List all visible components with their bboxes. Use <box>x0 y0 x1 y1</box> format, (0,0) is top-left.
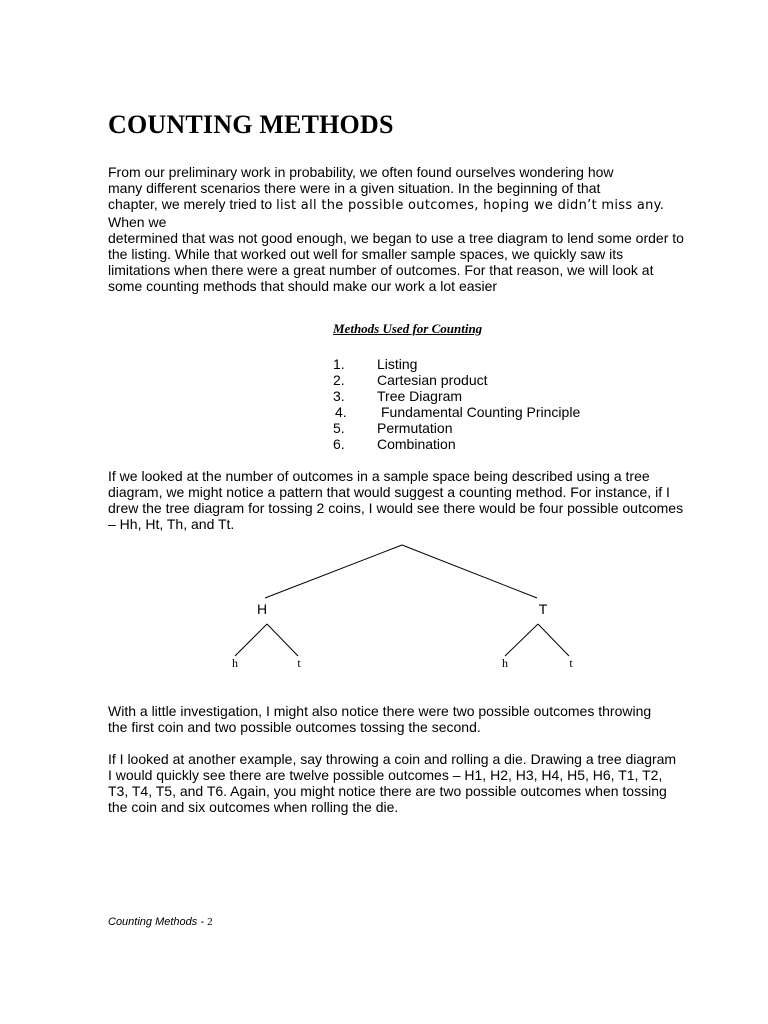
intro-line-7: limitations when there were a great number of outcomes. For that reason, we will look at <box>108 262 654 278</box>
tree-branch-t-h <box>505 624 538 656</box>
intro-line-5: determined that was not good enough, we began to use a tree diagram to lend some order to <box>108 230 684 246</box>
coin-die-paragraph <box>108 751 698 815</box>
list-item-label: Listing <box>377 356 418 372</box>
para2-line-2: diagram, we might notice a pattern that would suggest a counting method. For instance, if I <box>108 484 670 500</box>
tree-branch-root-h <box>265 545 402 598</box>
list-item-label: Cartesian product <box>377 372 488 388</box>
para2-line-3: drew the tree diagram for tossing 2 coins, I would see there would be four possible outcomes <box>108 500 684 516</box>
list-item-label: Fundamental Counting Principle <box>381 404 581 420</box>
tree-node-h: H <box>256 601 268 617</box>
page-title: COUNTING METHODS <box>108 110 394 139</box>
tree-leaf: t <box>569 656 573 670</box>
footer-label: Counting Methods - <box>108 916 208 928</box>
para4-line-4: the coin and six outcomes when rolling the die. <box>108 799 399 815</box>
list-item-number: 3. <box>333 388 345 404</box>
list-item-label: Combination <box>377 436 456 452</box>
investigation-paragraph <box>108 703 698 735</box>
list-item-label: Permutation <box>377 420 453 436</box>
tree-node-t: T <box>538 601 548 617</box>
tree-branch-h-h <box>235 624 267 656</box>
intro-line-3a: chapter, we merely tried to <box>108 196 277 212</box>
list-item-number: 6. <box>333 436 345 452</box>
para4-line-1: If I looked at another example, say throwing a coin and rolling a die. Drawing a tree diagram <box>108 751 677 767</box>
list-item-label: Tree Diagram <box>377 388 463 404</box>
page-footer <box>108 916 213 928</box>
tree-leaf: t <box>297 656 301 670</box>
list-item-number: 5. <box>333 420 345 436</box>
intro-line-2: many different scenarios there were in a given situation. In the beginning of that <box>108 180 601 196</box>
intro-line-4: When we <box>108 214 167 230</box>
intro-line-1: From our preliminary work in probability, we often found ourselves wondering how <box>108 164 614 180</box>
list-item-number: 4. <box>335 404 347 420</box>
intro-line-6: the listing. While that worked out well for smaller sample spaces, we quickly saw its <box>108 246 624 262</box>
intro-line-3b: list all the possible outcomes, hoping we didn’t miss any. <box>276 198 665 213</box>
tree-branch-t-t <box>538 624 569 656</box>
intro-line-8: some counting methods that should make our work a lot easier <box>108 278 498 294</box>
para3-line-2: the first coin and two possible outcomes tossing the second. <box>108 719 481 735</box>
para2-line-4: – Hh, Ht, Th, and Tt. <box>108 516 235 532</box>
tree-branch-h-t <box>267 624 298 656</box>
tree-branch-root-t <box>402 545 537 598</box>
para3-line-1: With a little investigation, I might also notice there were two possible outcomes throwing <box>108 703 652 719</box>
tree-leaf: h <box>502 656 508 670</box>
list-item-number: 1. <box>333 356 345 372</box>
para4-line-3: T3, T4, T5, and T6. Again, you might notice there are two possible outcomes when tossing <box>108 783 667 799</box>
page-number: 2 <box>207 916 213 928</box>
para2-line-1: If we looked at the number of outcomes in a sample space being described using a tree <box>108 468 650 484</box>
methods-heading: Methods Used for Counting <box>333 321 483 336</box>
list-item-number: 2. <box>333 372 345 388</box>
para4-line-2: I would quickly see there are twelve possible outcomes – H1, H2, H3, H4, H5, H6, T1, T2, <box>108 767 663 783</box>
tree-leaf: h <box>232 656 238 670</box>
